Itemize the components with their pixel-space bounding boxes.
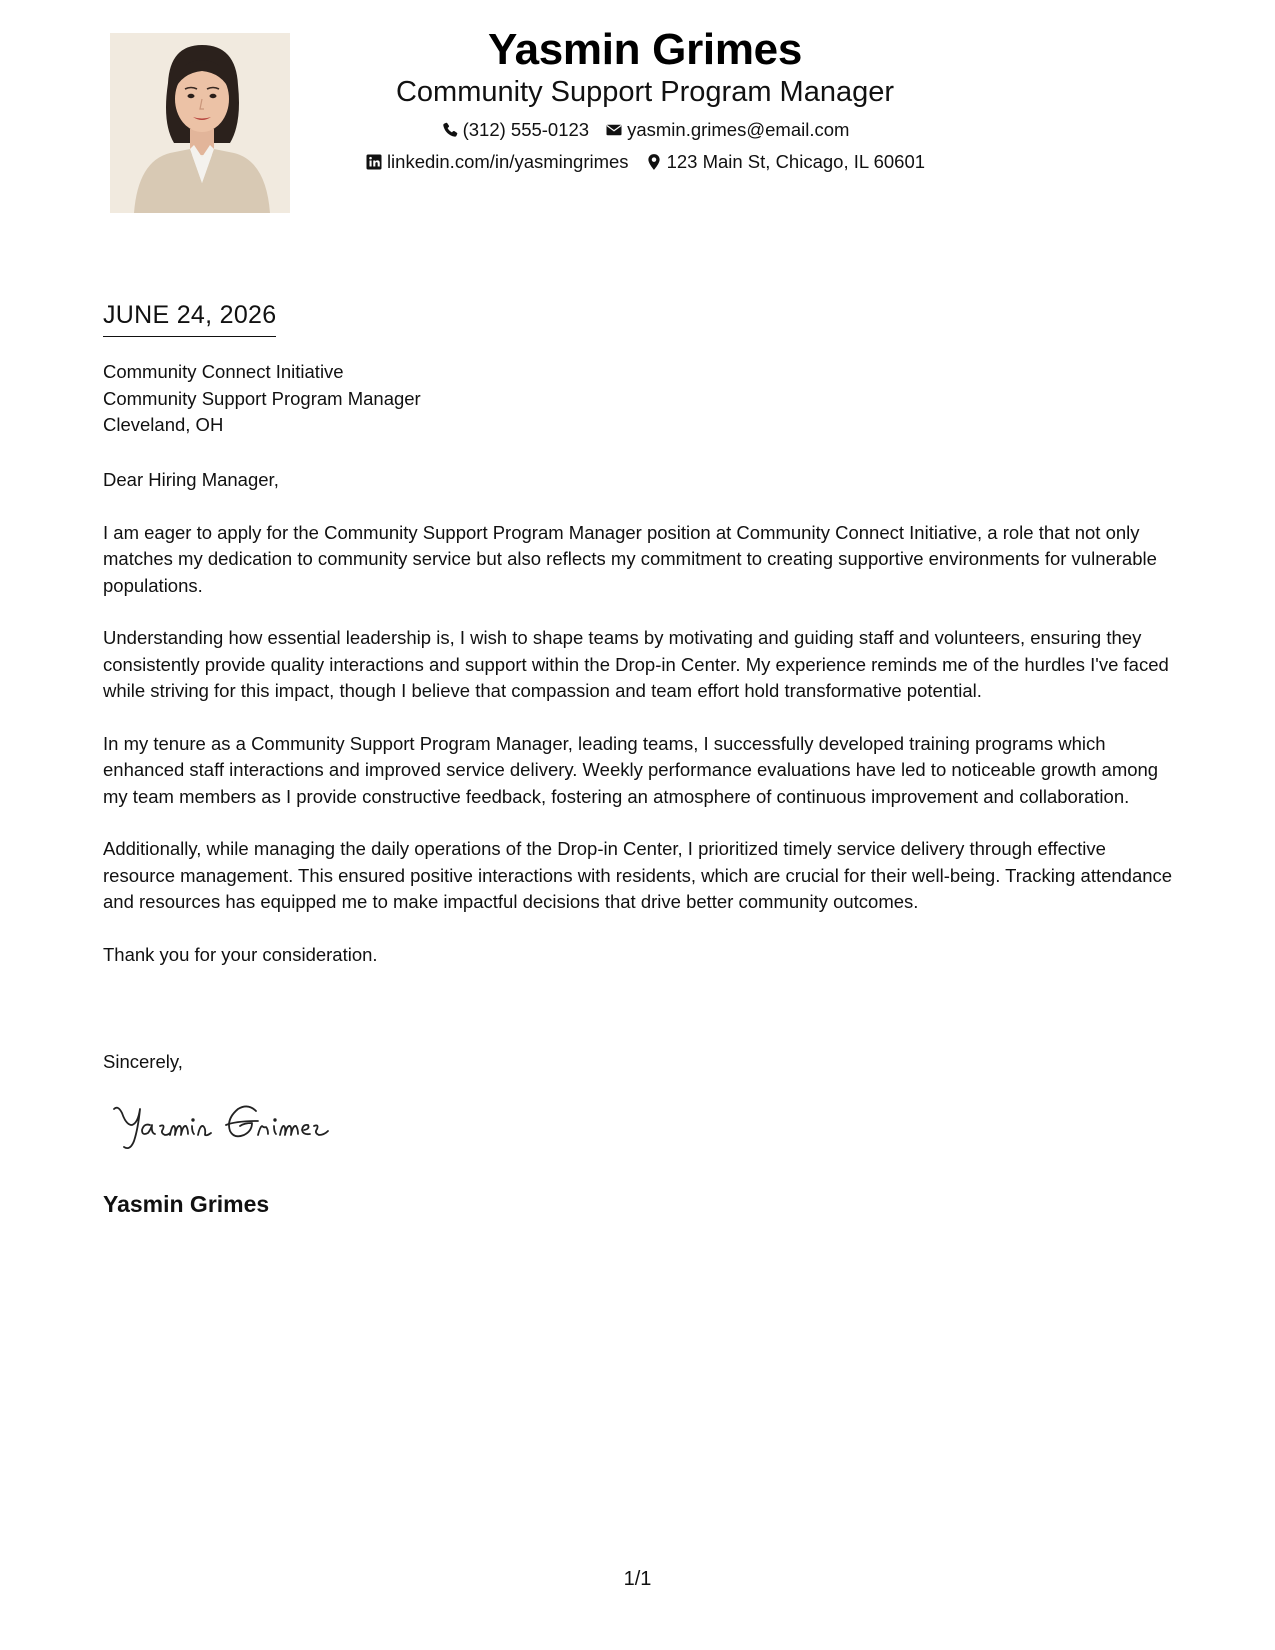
profile-photo (110, 33, 290, 213)
paragraph-4: Additionally, while managing the daily operations of the Drop-in Center, I prioritized timely service delivery through effective resource management. This ensured positive interactions with residents, which are crucial for their well-being. Tracking attendance and resources has equipped me to make impactful decisions that drive better community outcomes. (103, 838, 1173, 912)
email-text: yasmin.grimes@email.com (627, 119, 850, 140)
signature-graphic (108, 1095, 368, 1155)
applicant-name: Yasmin Grimes (487, 25, 803, 74)
recipient-location: Cleveland, OH (103, 414, 224, 435)
applicant-title: Community Support Program Manager (395, 76, 895, 108)
phone-icon (441, 121, 459, 139)
contact-row-1 (300, 118, 990, 142)
phone-text: (312) 555-0123 (462, 119, 590, 140)
recipient-block (103, 359, 421, 439)
contact-linkedin[interactable] (365, 150, 629, 174)
letter-body (103, 467, 1183, 994)
paragraph-2: Understanding how essential leadership is, I wish to shape teams by motivating and guiding staff and volunteers, ensuring they consistently provide quality interactions and support within the Drop-in Center. My experience reminds me of the hurdles I've faced while striving for this impact, though I believe that compassion and team effort hold transformative potential. (103, 627, 1169, 701)
letter-date: JUNE 24, 2026 (103, 300, 276, 337)
address-text: 123 Main St, Chicago, IL 60601 (666, 151, 926, 172)
contact-phone[interactable] (441, 118, 590, 142)
contact-email[interactable] (605, 118, 849, 142)
page-number: 1/1 (623, 1568, 652, 1590)
contact-address (645, 150, 926, 174)
salutation: Dear Hiring Manager, (103, 469, 279, 490)
portrait-illustration (110, 33, 290, 213)
paragraph-1: I am eager to apply for the Community Support Program Manager position at Community Connect Initiative, a role that not only matches my dedication to community service but also reflects my commitment to creating supportive environments for vulnerable populations. (103, 521, 1157, 596)
linkedin-text: linkedin.com/in/yasmingrimes (386, 151, 629, 172)
linkedin-icon (365, 153, 383, 171)
printed-name: Yasmin Grimes (103, 1191, 270, 1217)
header (300, 22, 990, 174)
contact-row-2 (300, 150, 990, 174)
recipient-position: Community Support Program Manager (103, 387, 421, 409)
recipient-company: Community Connect Initiative (103, 361, 344, 382)
signature-image (108, 1095, 368, 1155)
closing: Sincerely, (103, 1051, 183, 1072)
envelope-icon (605, 121, 623, 139)
thanks-line: Thank you for your consideration. (103, 943, 378, 965)
map-pin-icon (645, 153, 663, 171)
paragraph-3: In my tenure as a Community Support Program Manager, leading teams, I successfully developed training programs which enhanced staff interactions and improved service delivery. Weekly performance evaluations have led to noticeable growth among my team members as I provide constructive feedback, fostering an atmosphere of continuous improvement and collaboration. (103, 732, 1159, 807)
